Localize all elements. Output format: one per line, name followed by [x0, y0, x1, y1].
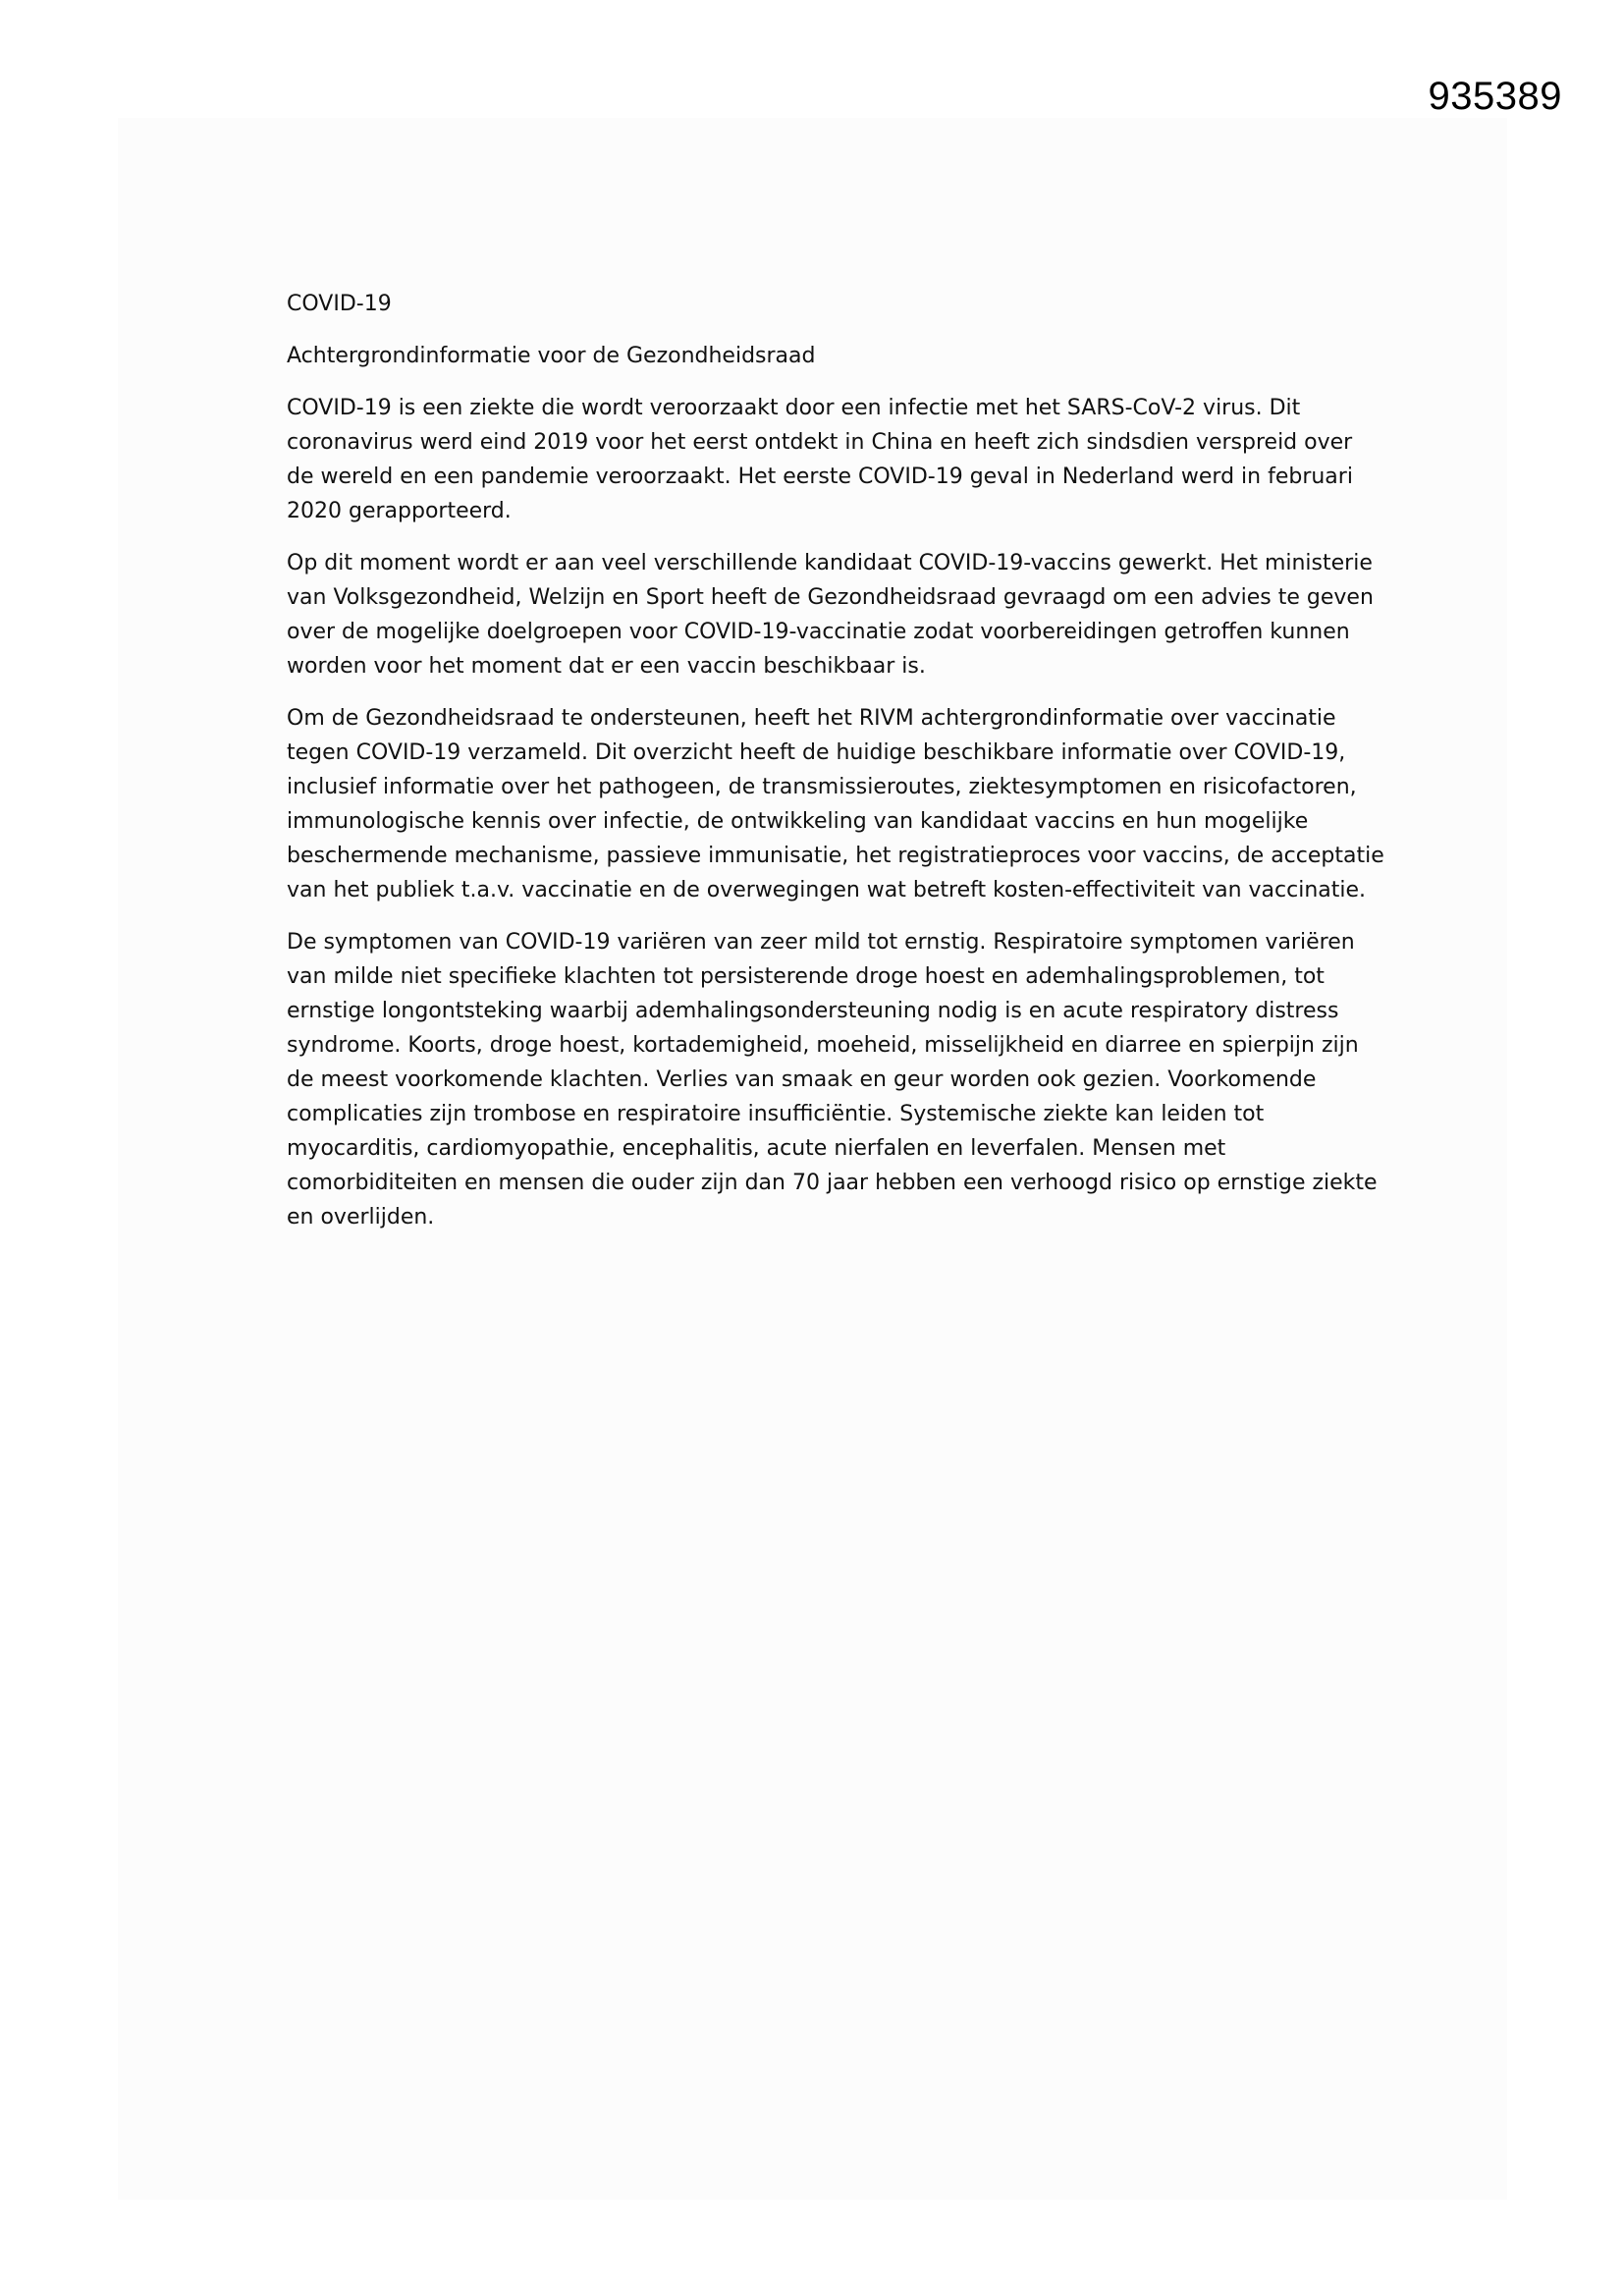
paragraph-line: myocarditis, cardiomyopathie, encephalitis, acute nierfalen en leverfalen. Mensen met: [287, 1136, 1226, 1161]
paragraph-line: de wereld en een pandemie veroorzaakt. Het eerste COVID-19 geval in Nederland werd in februari: [287, 465, 1353, 489]
paragraph-line: over de mogelijke doelgroepen voor COVID-19-vaccinatie zodat voorbereidingen getroffen kunnen: [287, 620, 1350, 644]
paragraph-line: syndrome. Koorts, droge hoest, kortademigheid, moeheid, misselijkheid en diarree en spierpijn zijn: [287, 1033, 1359, 1058]
paragraph-line: immunologische kennis over infectie, de ontwikkeling van kandidaat vaccins en hun mogelijke: [287, 809, 1309, 834]
paragraph-line: comorbiditeiten en mensen die ouder zijn dan 70 jaar hebben een verhoogd risico op ernstige ziekte: [287, 1171, 1378, 1195]
paragraph-line: complicaties zijn trombose en respiratoire insufficiëntie. Systemische ziekte kan leiden tot: [287, 1102, 1265, 1126]
paragraph-line: Om de Gezondheidsraad te ondersteunen, heeft het RIVM achtergrondinformatie over vaccinatie: [287, 706, 1336, 731]
paragraph-line: worden voor het moment dat er een vaccin beschikbaar is.: [287, 654, 926, 679]
paragraph-line: en overlijden.: [287, 1205, 435, 1230]
paragraph-line: van Volksgezondheid, Welzijn en Sport heeft de Gezondheidsraad gevraagd om een advies te geven: [287, 585, 1374, 610]
paragraph-rivm-overzicht: [287, 701, 1384, 907]
paragraph-line: COVID-19 is een ziekte die wordt veroorzaakt door een infectie met het SARS-CoV-2 virus. Dit: [287, 396, 1301, 420]
document-title: COVID-19: [287, 292, 392, 316]
paragraph-line: beschermende mechanisme, passieve immunisatie, het registratieproces voor vaccins, de acceptatie: [287, 844, 1384, 868]
document-body: [287, 287, 1384, 1252]
paragraph-line: coronavirus werd eind 2019 voor het eerst ontdekt in China en heeft zich sindsdien verspreid over: [287, 430, 1353, 455]
paragraph-line: de meest voorkomende klachten. Verlies van smaak en geur worden ook gezien. Voorkomende: [287, 1067, 1317, 1092]
paragraph-line: ernstige longontsteking waarbij ademhalingsondersteuning nodig is en acute respiratory distress: [287, 999, 1339, 1023]
paragraph-symptomen: [287, 925, 1378, 1234]
document-subtitle: Achtergrondinformatie voor de Gezondheidsraad: [287, 344, 816, 368]
paragraph-vaccins: [287, 546, 1374, 683]
paragraph-line: Op dit moment wordt er aan veel verschillende kandidaat COVID-19-vaccins gewerkt. Het ministerie: [287, 551, 1373, 575]
document-number: 935389: [1428, 75, 1562, 118]
paragraph-introduction: [287, 391, 1357, 528]
paragraph-line: inclusief informatie over het pathogeen, de transmissieroutes, ziektesymptomen en risicofactoren,: [287, 775, 1357, 799]
paragraph-line: 2020 gerapporteerd.: [287, 499, 512, 523]
paragraph-line: De symptomen van COVID-19 variëren van zeer mild tot ernstig. Respiratoire symptomen variëren: [287, 930, 1355, 955]
paragraph-line: tegen COVID-19 verzameld. Dit overzicht heeft de huidige beschikbare informatie over COVID-19,: [287, 740, 1346, 765]
paragraph-line: van het publiek t.a.v. vaccinatie en de overwegingen wat betreft kosten-effectiviteit van vaccinatie.: [287, 878, 1367, 902]
paragraph-line: van milde niet specifieke klachten tot persisterende droge hoest en ademhalingsproblemen, tot: [287, 964, 1325, 989]
